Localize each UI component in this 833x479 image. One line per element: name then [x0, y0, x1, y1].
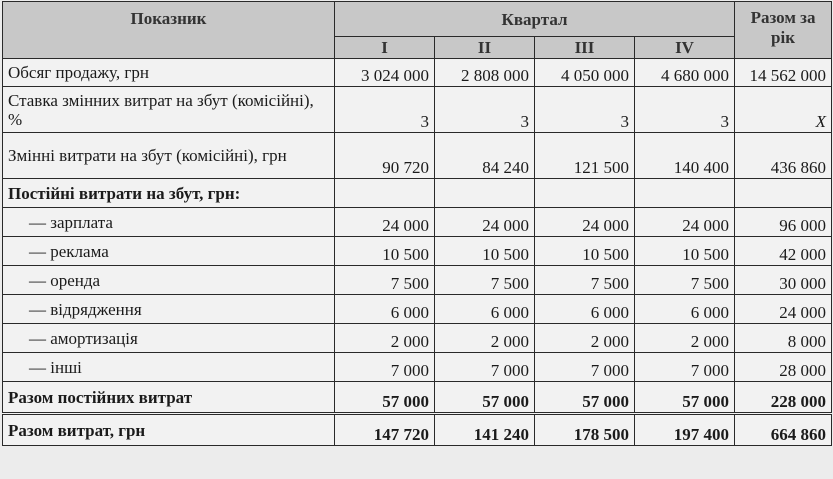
- cell-q3: 57 000: [535, 382, 635, 414]
- row-label: Змінні витрати на збут (комісійні), грн: [3, 133, 335, 179]
- cell-q1: 90 720: [335, 133, 435, 179]
- cell-q2: 141 240: [435, 414, 535, 446]
- row-label: — оренда: [3, 266, 335, 295]
- cell-q1: 3: [335, 87, 435, 133]
- row-depreciation: [3, 324, 832, 353]
- row-advertising: [3, 237, 832, 266]
- cell-q4: 6 000: [635, 295, 735, 324]
- row-salary: [3, 208, 832, 237]
- cell-q3: 2 000: [535, 324, 635, 353]
- cell-year: 14 562 000: [735, 59, 832, 87]
- expenses-table: [2, 1, 832, 446]
- cell-q1: 7 000: [335, 353, 435, 382]
- header-quarter-3: III: [535, 37, 635, 59]
- cell-year: 8 000: [735, 324, 832, 353]
- cell-q2: 3: [435, 87, 535, 133]
- cell-year: 28 000: [735, 353, 832, 382]
- cell-q1: 2 000: [335, 324, 435, 353]
- row-rent: [3, 266, 832, 295]
- cell-q3: 4 050 000: [535, 59, 635, 87]
- header-quarter-2: II: [435, 37, 535, 59]
- cell-q4: 7 500: [635, 266, 735, 295]
- cell-year: 228 000: [735, 382, 832, 414]
- cell-q3: 10 500: [535, 237, 635, 266]
- row-label: — інші: [3, 353, 335, 382]
- row-fixed-expenses-section: [3, 179, 832, 208]
- cell-year: [735, 179, 832, 208]
- header-quarter-1: I: [335, 37, 435, 59]
- cell-year: 24 000: [735, 295, 832, 324]
- row-other: [3, 353, 832, 382]
- cell-q1: 3 024 000: [335, 59, 435, 87]
- cell-q1: 6 000: [335, 295, 435, 324]
- cell-q1: 7 500: [335, 266, 435, 295]
- cell-q2: 7 500: [435, 266, 535, 295]
- cell-year: 436 860: [735, 133, 832, 179]
- cell-q3: 121 500: [535, 133, 635, 179]
- row-variable-expenses: [3, 133, 832, 179]
- cell-q3: 7 500: [535, 266, 635, 295]
- row-label: Обсяг продажу, грн: [3, 59, 335, 87]
- cell-q1: 147 720: [335, 414, 435, 446]
- cell-q3: 178 500: [535, 414, 635, 446]
- cell-year: X: [735, 87, 832, 133]
- cell-q1: 57 000: [335, 382, 435, 414]
- cell-year: 30 000: [735, 266, 832, 295]
- cell-q4: 140 400: [635, 133, 735, 179]
- cell-q2: [435, 179, 535, 208]
- cell-q4: 24 000: [635, 208, 735, 237]
- cell-q3: 6 000: [535, 295, 635, 324]
- cell-q2: 6 000: [435, 295, 535, 324]
- row-total-fixed: [3, 382, 832, 414]
- cell-q4: 57 000: [635, 382, 735, 414]
- row-label: Ставка змінних витрат на збут (комісійні), %: [3, 87, 335, 133]
- header-quarter-group: Квартал: [335, 2, 735, 37]
- cell-q4: 3: [635, 87, 735, 133]
- row-business-trips: [3, 295, 832, 324]
- cell-q1: [335, 179, 435, 208]
- cell-q2: 24 000: [435, 208, 535, 237]
- cell-q4: 7 000: [635, 353, 735, 382]
- cell-q1: 10 500: [335, 237, 435, 266]
- header-year-total: Разом за рік: [735, 2, 832, 59]
- row-sales-volume: [3, 59, 832, 87]
- cell-q2: 57 000: [435, 382, 535, 414]
- cell-q3: 7 000: [535, 353, 635, 382]
- header-indicator: Показник: [3, 2, 335, 59]
- cell-q4: 4 680 000: [635, 59, 735, 87]
- cell-q4: 2 000: [635, 324, 735, 353]
- cell-year: 42 000: [735, 237, 832, 266]
- section-heading: Постійні витрати на збут, грн:: [3, 179, 335, 208]
- row-label: Разом витрат, грн: [3, 414, 335, 446]
- cell-q2: 2 808 000: [435, 59, 535, 87]
- cell-q4: 10 500: [635, 237, 735, 266]
- cell-q3: [535, 179, 635, 208]
- row-label: — зарплата: [3, 208, 335, 237]
- row-label: — амортизація: [3, 324, 335, 353]
- cell-year: 96 000: [735, 208, 832, 237]
- row-label: Разом постійних витрат: [3, 382, 335, 414]
- cell-q2: 84 240: [435, 133, 535, 179]
- row-variable-rate: [3, 87, 832, 133]
- cell-year: 664 860: [735, 414, 832, 446]
- cell-q2: 2 000: [435, 324, 535, 353]
- cell-q1: 24 000: [335, 208, 435, 237]
- cell-q2: 10 500: [435, 237, 535, 266]
- cell-q2: 7 000: [435, 353, 535, 382]
- cell-q4: [635, 179, 735, 208]
- row-label: — реклама: [3, 237, 335, 266]
- cell-q4: 197 400: [635, 414, 735, 446]
- header-quarter-4: IV: [635, 37, 735, 59]
- cell-q3: 24 000: [535, 208, 635, 237]
- row-total-expenses: [3, 414, 832, 446]
- cell-q3: 3: [535, 87, 635, 133]
- row-label: — відрядження: [3, 295, 335, 324]
